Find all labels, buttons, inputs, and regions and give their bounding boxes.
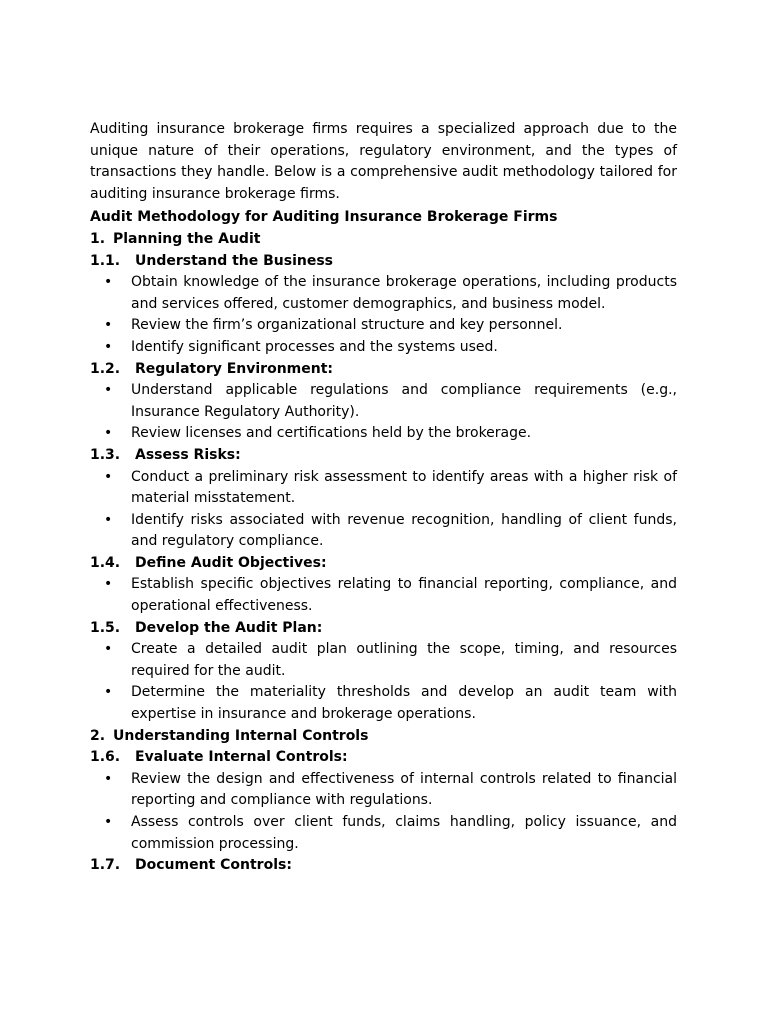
section-2-heading <box>90 726 677 748</box>
document-title: Audit Methodology for Auditing Insurance Brokerage Firms <box>90 209 558 226</box>
subsection-number: 1.7. <box>90 857 121 874</box>
bullet-icon: • <box>104 468 113 485</box>
bullet-icon: • <box>104 511 113 528</box>
section-label: Understanding Internal Controls <box>113 727 369 744</box>
list-item <box>90 510 677 553</box>
list-item-text: Understand applicable regulations and compliance requirements (e.g., Insurance Regulatory Authority). <box>131 382 677 420</box>
subsection-number: 1.1. <box>90 252 121 269</box>
list-item-text: Review the design and effectiveness of internal controls related to financial reporting and compliance with regulations. <box>131 770 677 809</box>
subsection-label: Develop the Audit Plan: <box>135 619 323 636</box>
list-item-text: Review licenses and certifications held by the brokerage. <box>131 425 532 442</box>
bullet-icon: • <box>104 382 113 399</box>
bullet-icon: • <box>104 425 113 442</box>
subsection-label: Document Controls: <box>135 857 292 874</box>
list-item-text: Obtain knowledge of the insurance brokerage operations, including products and services offered, customer demographics, and business model. <box>131 274 677 312</box>
section-number: 1. <box>90 230 106 247</box>
bullet-icon: • <box>104 317 113 334</box>
section-number: 2. <box>90 727 106 744</box>
intro-paragraph: Auditing insurance brokerage firms requires a specialized approach due to the unique nature of their operations, regulatory environment, and the types of transactions they handle. Below is a comprehensive audit methodology tailored for auditing insurance brokerage firms. <box>90 121 677 202</box>
list-item <box>90 574 677 617</box>
bullet-icon: • <box>104 338 113 355</box>
subsection-number: 1.5. <box>90 619 121 636</box>
bullet-icon: • <box>104 576 113 593</box>
subsection-1-2-heading <box>90 359 677 381</box>
subsection-number: 1.2. <box>90 360 121 377</box>
list-item <box>90 337 677 359</box>
list-item <box>90 769 677 812</box>
list-item-text: Establish specific objectives relating to financial reporting, compliance, and operational effectiveness. <box>131 576 677 615</box>
subsection-number: 1.3. <box>90 446 121 463</box>
list-item-text: Conduct a preliminary risk assessment to identify areas with a higher risk of material misstatement. <box>131 468 677 507</box>
bullet-icon: • <box>104 684 113 701</box>
subsection-label: Understand the Business <box>135 252 334 269</box>
subsection-1-6-heading <box>90 747 677 769</box>
list-item <box>90 639 677 682</box>
list-item-text: Create a detailed audit plan outlining the scope, timing, and resources required for the audit. <box>131 641 677 679</box>
list-item <box>90 812 677 855</box>
subsection-label: Regulatory Environment: <box>135 360 334 377</box>
list-item <box>90 272 677 315</box>
bullet-icon: • <box>104 641 113 658</box>
list-item <box>90 423 677 445</box>
subsection-label: Assess Risks: <box>135 446 241 463</box>
subsection-number: 1.6. <box>90 749 121 766</box>
bullet-list <box>90 380 677 445</box>
list-item <box>90 380 677 423</box>
bullet-list <box>90 574 677 617</box>
bullet-icon: • <box>104 274 113 291</box>
bullet-icon: • <box>104 814 113 830</box>
list-item-text: Identify significant processes and the systems used. <box>131 338 498 355</box>
section-label: Planning the Audit <box>113 230 261 247</box>
subsection-1-5-heading <box>90 618 677 640</box>
list-item <box>90 315 677 337</box>
document-body <box>90 119 677 877</box>
bullet-icon: • <box>104 770 113 787</box>
subsection-1-4-heading <box>90 553 677 575</box>
list-item-text: Determine the materiality thresholds and develop an audit team with expertise in insurance and brokerage operations. <box>131 684 677 723</box>
bullet-list <box>90 467 677 553</box>
list-item <box>90 682 677 725</box>
subsection-1-7-heading <box>90 855 677 877</box>
bullet-list <box>90 639 677 725</box>
subsection-label: Evaluate Internal Controls: <box>135 749 348 766</box>
bullet-list <box>90 769 677 855</box>
bullet-list <box>90 272 677 358</box>
list-item <box>90 467 677 510</box>
subsection-number: 1.4. <box>90 554 121 571</box>
subsection-label: Define Audit Objectives: <box>135 554 327 571</box>
list-item-text: Identify risks associated with revenue recognition, handling of client funds, and regulatory compliance. <box>131 511 677 550</box>
list-item-text: Assess controls over client funds, claims handling, policy issuance, and commission processing. <box>131 814 677 852</box>
section-1-heading <box>90 229 677 251</box>
list-item-text: Review the firm’s organizational structure and key personnel. <box>131 317 563 334</box>
subsection-1-1-heading <box>90 251 677 273</box>
subsection-1-3-heading <box>90 445 677 467</box>
